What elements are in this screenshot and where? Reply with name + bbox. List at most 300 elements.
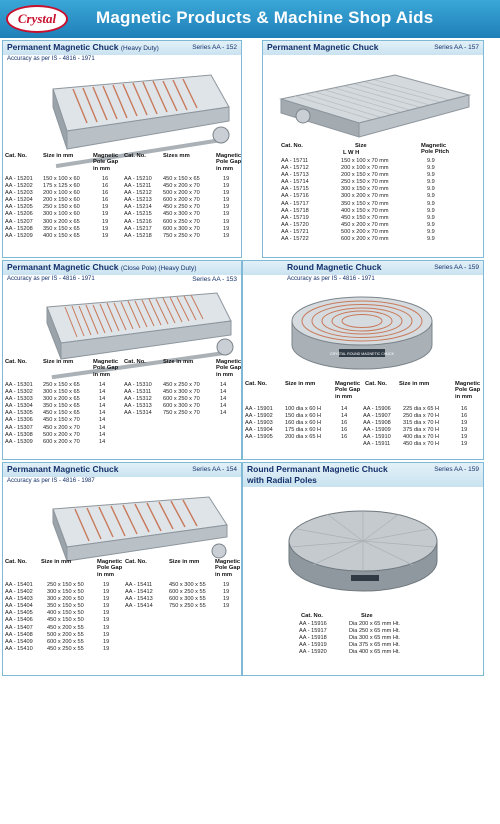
table-cell: 300 x 150 x 50: [47, 589, 84, 596]
table-cell: AA - 15716: [281, 193, 309, 200]
table-cell: 19: [223, 183, 230, 190]
table-cell: 19: [223, 218, 230, 225]
table-cell: 300 x 100 x 60: [43, 211, 80, 218]
col-header-size: Size: [361, 613, 373, 619]
table-cell: AA - 15404: [5, 603, 33, 610]
table-cell: 250 dia x 70 H: [403, 413, 440, 420]
round-chuck-image: [287, 287, 437, 379]
table-cell: 450 x 250 x 55: [47, 645, 84, 652]
table-cell: AA - 15208: [5, 225, 33, 232]
table-cell: 14: [99, 431, 106, 438]
table-cell: 19: [223, 176, 230, 182]
table-cell: 600 x 250 x 70: [163, 396, 200, 403]
table-cell: 14: [99, 410, 106, 417]
table-cell: 250 x 150 x 50: [47, 582, 84, 588]
table-cell: 19: [461, 420, 468, 427]
table-cell: 600 x 250 x 70: [163, 218, 200, 225]
table-cell: AA - 15715: [281, 186, 309, 193]
header-bar: [0, 0, 500, 38]
table-cell: 350 x 150 x 65: [43, 225, 80, 232]
col-header-size2: Size in mm: [169, 559, 200, 565]
size-col: [349, 621, 400, 656]
table-cell: 14: [220, 403, 227, 410]
table-cell: 200 x 150 x 70 mm: [341, 172, 389, 179]
table-cell: 19: [223, 197, 230, 204]
table-cell: 9.9: [427, 165, 435, 172]
table-cell: AA - 15916: [299, 621, 327, 627]
table-cell: 450 x 300 x 70: [163, 211, 200, 218]
table-cell: AA - 15402: [5, 589, 33, 596]
table-cell: 19: [103, 624, 110, 631]
table-cell: 19: [223, 225, 230, 232]
table-cell: AA - 15405: [5, 610, 33, 617]
table-cell: AA - 15307: [5, 424, 33, 431]
table-cell: AA - 15210: [124, 176, 152, 182]
table-cell: 250 x 150 x 70 mm: [341, 179, 389, 186]
table-cell: AA - 15917: [299, 628, 327, 635]
table-cell: AA - 15301: [5, 382, 33, 388]
col-header-size: Size in mm: [43, 359, 74, 365]
panel-title-line2: with Radial Poles: [247, 475, 317, 485]
table-cell: 200 x 100 x 60: [43, 190, 80, 197]
table-cell: 175 x 125 x 60: [43, 183, 80, 190]
size-col: [163, 176, 200, 240]
table-cell: AA - 15722: [281, 236, 309, 243]
table-cell: 14: [341, 406, 348, 412]
table-cell: 450 x 200 x 55: [47, 624, 84, 631]
radial-pole-chuck-image: [283, 499, 443, 599]
table-cell: 16: [102, 190, 109, 197]
table-cell: 450 x 150 x 65: [163, 176, 200, 182]
series-label: Series AA - 154: [192, 466, 237, 473]
table-cell: AA - 15713: [281, 172, 309, 179]
table-cell: AA - 15205: [5, 204, 33, 211]
col-header-cat: Cat. No.: [301, 613, 323, 619]
table-cell: 19: [223, 190, 230, 197]
table-cell: AA - 15306: [5, 417, 33, 424]
table-cell: 14: [99, 396, 106, 403]
rectangular-chuck-image: [33, 489, 233, 581]
table-cell: AA - 15308: [5, 431, 33, 438]
table-cell: AA - 15401: [5, 582, 33, 588]
table-cell: 750 x 250 x 55: [169, 603, 206, 610]
table-cell: 19: [461, 441, 468, 448]
page-title: Magnetic Products & Machine Shop Aids: [96, 8, 434, 27]
table-cell: 14: [99, 382, 106, 388]
col-header-pole: Magnetic Pole Gap in mm: [335, 381, 361, 400]
table-cell: AA - 15314: [124, 410, 152, 417]
table-cell: AA - 15304: [5, 403, 33, 410]
col-header-cat: Cat. No.: [245, 381, 267, 387]
table-cell: 450 x 200 x 70: [43, 424, 80, 431]
table-cell: 400 x 150 x 50: [47, 610, 84, 617]
table-cell: 19: [103, 645, 110, 652]
col-header-lwh: L W H: [343, 150, 360, 156]
table-cell: 200 x 100 x 70 mm: [341, 165, 389, 172]
table-cell: 300 x 200 x 70 mm: [341, 193, 389, 200]
table-cell: AA - 15206: [5, 211, 33, 218]
col-header-size: Size in mm: [43, 153, 74, 159]
panel-title: Permanant Magnetic Chuck: [7, 464, 119, 474]
cat-col: [5, 382, 33, 446]
table-cell: 250 x 150 x 65: [43, 382, 80, 388]
series-label: Series AA - 159: [434, 264, 479, 271]
table-cell: AA - 15217: [124, 225, 152, 232]
table-cell: AA - 15918: [299, 635, 327, 642]
table-cell: 19: [223, 596, 230, 603]
table-cell: 600 x 200 x 70 mm: [341, 236, 389, 243]
table-cell: Dia 250 x 65 mm Ht.: [349, 628, 400, 635]
panel-aa154: [2, 462, 242, 676]
pole-col: [99, 382, 105, 446]
table-cell: AA - 15309: [5, 438, 33, 445]
col-header-size: Size in mm: [285, 381, 316, 387]
table-cell: 450 x 250 x 70: [163, 382, 200, 388]
table-cell: AA - 15408: [5, 631, 33, 638]
col-header-cat: Cat. No.: [281, 143, 303, 149]
col-header-cat: Cat. No.: [5, 359, 27, 365]
col-header-cat2: Cat. No.: [124, 359, 146, 365]
table-cell: AA - 15906: [363, 406, 391, 412]
rectangular-chuck-image: [33, 67, 233, 179]
cat-col: [125, 582, 153, 610]
table-cell: 300 x 200 x 65: [43, 218, 80, 225]
table-cell: 300 x 150 x 70 mm: [341, 186, 389, 193]
table-cell: 450 x 250 x 70: [163, 204, 200, 211]
table-cell: AA - 15721: [281, 228, 309, 235]
table-cell: 19: [223, 582, 230, 588]
table-cell: 19: [223, 204, 230, 211]
table-cell: 19: [461, 427, 468, 434]
size-col: [169, 582, 206, 610]
table-cell: 19: [103, 617, 110, 624]
table-cell: AA - 15207: [5, 218, 33, 225]
table-cell: AA - 15303: [5, 396, 33, 403]
pole-col: [223, 582, 229, 610]
table-cell: AA - 15310: [124, 382, 152, 388]
table-cell: AA - 15203: [5, 190, 33, 197]
close-pole-chuck-image: [31, 287, 236, 385]
table-cell: 500 x 200 x 70: [163, 190, 200, 197]
table-cell: Dia 200 x 65 mm Ht.: [349, 621, 400, 627]
table-cell: AA - 15413: [125, 596, 153, 603]
table-cell: AA - 15414: [125, 603, 153, 610]
table-cell: AA - 15718: [281, 207, 309, 214]
logo-text: Crystal: [17, 11, 57, 26]
table-cell: 175 dia x 60 H: [285, 427, 322, 434]
table-cell: 9.9: [427, 179, 435, 186]
col-header-size: Size in mm: [41, 559, 72, 565]
table-cell: 19: [102, 218, 109, 225]
table-cell: 14: [220, 389, 227, 396]
table-cell: 9.9: [427, 193, 435, 200]
table-cell: 19: [461, 434, 468, 441]
table-cell: AA - 15908: [363, 420, 391, 427]
table-cell: 19: [102, 225, 109, 232]
table-cell: AA - 15311: [124, 389, 152, 396]
panel-aa159: [242, 260, 484, 460]
table-cell: AA - 15216: [124, 218, 152, 225]
table-cell: AA - 15305: [5, 410, 33, 417]
table-cell: 14: [99, 389, 106, 396]
table-cell: 250 x 150 x 60: [43, 204, 80, 211]
table-cell: 450 x 200 x 70 mm: [341, 221, 389, 228]
table-cell: AA - 15214: [124, 204, 152, 211]
table-cell: 16: [102, 176, 109, 182]
cat-col: [245, 406, 273, 441]
table-cell: AA - 15403: [5, 596, 33, 603]
table-cell: 500 x 200 x 55: [47, 631, 84, 638]
table-cell: AA - 15717: [281, 200, 309, 207]
table-cell: AA - 15302: [5, 389, 33, 396]
table-cell: 450 x 300 x 55: [169, 582, 206, 588]
table-cell: 19: [103, 610, 110, 617]
pole-col: [341, 406, 347, 441]
cat-col: [299, 621, 327, 656]
table-cell: AA - 15410: [5, 645, 33, 652]
table-cell: 9.9: [427, 200, 435, 207]
table-cell: 19: [102, 204, 109, 211]
table-cell: AA - 15209: [5, 232, 33, 239]
table-cell: AA - 15313: [124, 403, 152, 410]
table-cell: 400 x 150 x 65: [43, 232, 80, 239]
series-label: Series AA - 159: [434, 466, 479, 473]
table-cell: 600 x 300 x 55: [169, 596, 206, 603]
table-cell: AA - 15907: [363, 413, 391, 420]
table-cell: 16: [102, 197, 109, 204]
table-cell: AA - 15909: [363, 427, 391, 434]
table-cell: AA - 15412: [125, 589, 153, 596]
panel-aa152: [2, 40, 242, 258]
panel-aa157: [262, 40, 484, 258]
table-cell: 375 dia x 70 H: [403, 427, 440, 434]
size-col: [403, 406, 439, 449]
table-cell: AA - 15201: [5, 176, 33, 182]
table-cell: 9.9: [427, 228, 435, 235]
table-cell: 400 dia x 70 H: [403, 434, 440, 441]
col-header-pole: Magnetic Pole Gap in mm: [93, 359, 119, 378]
table-cell: 16: [341, 434, 348, 441]
table-cell: 19: [223, 603, 230, 610]
table-cell: 9.9: [427, 221, 435, 228]
table-cell: 150 dia x 60 H: [285, 413, 322, 420]
table-cell: 16: [341, 420, 348, 427]
table-cell: AA - 15712: [281, 165, 309, 172]
size-col: [43, 176, 80, 240]
table-cell: 9.9: [427, 236, 435, 243]
table-cell: AA - 15903: [245, 420, 273, 427]
table-cell: 150 x 100 x 70 mm: [341, 158, 389, 164]
size-col: [47, 582, 84, 653]
table-cell: 16: [461, 406, 468, 412]
accuracy-note: Accuracy as per IS - 4816 - 1971: [287, 276, 375, 282]
table-cell: Dia 375 x 65 mm Ht.: [349, 642, 400, 649]
table-cell: AA - 15409: [5, 638, 33, 645]
cat-col: [5, 176, 33, 240]
accuracy-note: Accuracy as per IS - 4816 - 1971: [7, 276, 95, 282]
cat-col: [363, 406, 391, 449]
table-cell: 600 x 300 x 70: [163, 225, 200, 232]
table-cell: AA - 15905: [245, 434, 273, 441]
table-cell: 150 x 100 x 60: [43, 176, 80, 182]
table-cell: 450 x 150 x 70 mm: [341, 214, 389, 221]
table-cell: 19: [103, 631, 110, 638]
table-cell: 19: [103, 638, 110, 645]
table-cell: 350 x 150 x 50: [47, 603, 84, 610]
table-cell: AA - 15406: [5, 617, 33, 624]
table-cell: 14: [99, 403, 106, 410]
table-cell: 500 x 200 x 70 mm: [341, 228, 389, 235]
table-cell: AA - 15720: [281, 221, 309, 228]
col-header-size2: Size in mm: [163, 359, 194, 365]
col-header-cat2: Cat. No.: [365, 381, 387, 387]
table-cell: 400 x 150 x 70 mm: [341, 207, 389, 214]
col-header-size2: Sizes mm: [163, 153, 190, 159]
table-cell: AA - 15910: [363, 434, 391, 441]
table-cell: 200 dia x 65 H: [285, 434, 322, 441]
table-cell: 14: [99, 424, 106, 431]
accuracy-note: Accuracy as per IS - 4816 - 1971: [7, 56, 95, 62]
size-col: [163, 382, 200, 417]
table-cell: 19: [103, 603, 110, 610]
cat-col: [124, 382, 152, 417]
table-cell: AA - 15911: [363, 441, 391, 448]
table-cell: AA - 15202: [5, 183, 33, 190]
pole-col: [461, 406, 467, 449]
table-cell: AA - 15213: [124, 197, 152, 204]
table-cell: 9.9: [427, 186, 435, 193]
table-cell: 315 dia x 70 H: [403, 420, 440, 427]
col-header-pole2: Magnetic Pole Gap in mm: [216, 153, 242, 172]
table-cell: AA - 15215: [124, 211, 152, 218]
table-cell: AA - 15920: [299, 649, 327, 656]
table-cell: 450 dia x 70 H: [403, 441, 440, 448]
table-cell: Dia 400 x 65 mm Ht.: [349, 649, 400, 656]
table-cell: AA - 15714: [281, 179, 309, 186]
table-cell: AA - 15312: [124, 396, 152, 403]
table-cell: 600 x 200 x 55: [47, 638, 84, 645]
col-header-pole2: Magnetic Pole Gap in mm: [216, 359, 242, 378]
table-cell: Dia 300 x 65 mm Ht.: [349, 635, 400, 642]
pole-col: [223, 176, 229, 240]
col-header-cat: Cat. No.: [5, 153, 27, 159]
table-cell: 16: [102, 183, 109, 190]
table-cell: 19: [103, 596, 110, 603]
table-cell: 225 dia x 65 H: [403, 406, 440, 412]
table-cell: AA - 15211: [124, 183, 152, 190]
table-cell: 16: [341, 427, 348, 434]
table-cell: 200 x 150 x 60: [43, 197, 80, 204]
table-cell: 9.9: [427, 172, 435, 179]
table-cell: AA - 15711: [281, 158, 309, 164]
table-cell: AA - 15719: [281, 214, 309, 221]
cat-col: [5, 582, 33, 653]
table-cell: 14: [220, 396, 227, 403]
panel-aa159-radial: [242, 462, 484, 676]
table-cell: AA - 15218: [124, 232, 152, 239]
series-label: Series AA - 152: [192, 44, 237, 51]
pole-col: [102, 176, 108, 240]
table-cell: 500 x 200 x 70: [43, 431, 80, 438]
col-header-cat2: Cat. No.: [125, 559, 147, 565]
size-col: [285, 406, 321, 441]
table-cell: 14: [341, 413, 348, 420]
table-cell: 19: [103, 589, 110, 596]
col-header-cat: Cat. No.: [5, 559, 27, 565]
col-header-size2: Size in mm: [399, 381, 430, 387]
table-cell: 450 x 300 x 70: [163, 389, 200, 396]
table-cell: 300 x 200 x 65: [43, 396, 80, 403]
cat-col: [124, 176, 152, 240]
col-header-cat2: Cat. No.: [124, 153, 146, 159]
series-label: Series AA - 157: [434, 44, 479, 51]
table-cell: 19: [223, 211, 230, 218]
size-col: [43, 382, 80, 446]
table-cell: 450 x 150 x 50: [47, 617, 84, 624]
table-cell: 750 x 250 x 70: [163, 232, 200, 239]
panel-title: Permanent Magnetic Chuck (Heavy Duty): [7, 42, 159, 52]
table-cell: 19: [102, 232, 109, 239]
col-header-pole2: Magnetic Pole Gap in mm: [215, 559, 241, 578]
table-cell: 600 x 200 x 70: [163, 197, 200, 204]
table-cell: 160 dia x 60 H: [285, 420, 322, 427]
panel-aa153: [2, 260, 242, 460]
table-cell: AA - 15411: [125, 582, 153, 588]
table-cell: 600 x 300 x 70: [163, 403, 200, 410]
table-cell: 16: [461, 413, 468, 420]
panel-title: Permanant Magnetic Chuck (Close Pole) (Heavy Duty): [7, 262, 197, 272]
table-cell: 19: [102, 211, 109, 218]
table-cell: AA - 15902: [245, 413, 273, 420]
table-cell: AA - 15407: [5, 624, 33, 631]
panel-title: Permanent Magnetic Chuck: [267, 42, 379, 52]
table-cell: 14: [220, 382, 227, 388]
table-cell: 19: [103, 582, 110, 588]
table-cell: AA - 15204: [5, 197, 33, 204]
table-cell: 14: [99, 417, 106, 424]
fine-pole-chuck-image: [275, 61, 475, 151]
panel-title: Round Magnetic Chuck: [287, 262, 382, 272]
table-cell: 450 x 150 x 70: [43, 417, 80, 424]
table-cell: AA - 15212: [124, 190, 152, 197]
pole-col: [427, 158, 435, 243]
col-header-pole: Magnetic Pole Gap in mm: [97, 559, 123, 578]
table-cell: 450 x 150 x 65: [43, 410, 80, 417]
table-cell: 9.9: [427, 214, 435, 221]
table-cell: 350 x 150 x 65: [43, 403, 80, 410]
cat-col: [281, 158, 309, 243]
table-cell: 600 x 250 x 55: [169, 589, 206, 596]
pole-col: [220, 382, 226, 417]
table-cell: 300 x 150 x 65: [43, 389, 80, 396]
table-cell: AA - 15904: [245, 427, 273, 434]
table-cell: 9.9: [427, 158, 435, 164]
table-cell: 19: [223, 589, 230, 596]
col-header-size: Size: [355, 143, 367, 149]
series-label: Series AA - 153: [192, 276, 237, 283]
col-header-pole: Magnetic Pole Pitch: [421, 143, 450, 156]
col-header-pole: Magnetic Pole Gap in mm: [93, 153, 119, 172]
chuck-label-text: CRYSTAL ROUND MAGNETIC CHUCK: [329, 352, 395, 356]
table-cell: 300 x 200 x 50: [47, 596, 84, 603]
col-header-pole2: Magnetic Pole Gap in mm: [455, 381, 481, 400]
table-cell: 9.9: [427, 207, 435, 214]
table-cell: 350 x 150 x 70 mm: [341, 200, 389, 207]
panel-title: Round Permanant Magnetic Chuck: [247, 464, 388, 474]
table-cell: 14: [99, 438, 106, 445]
table-cell: 19: [223, 232, 230, 239]
table-cell: 450 x 200 x 70: [163, 183, 200, 190]
